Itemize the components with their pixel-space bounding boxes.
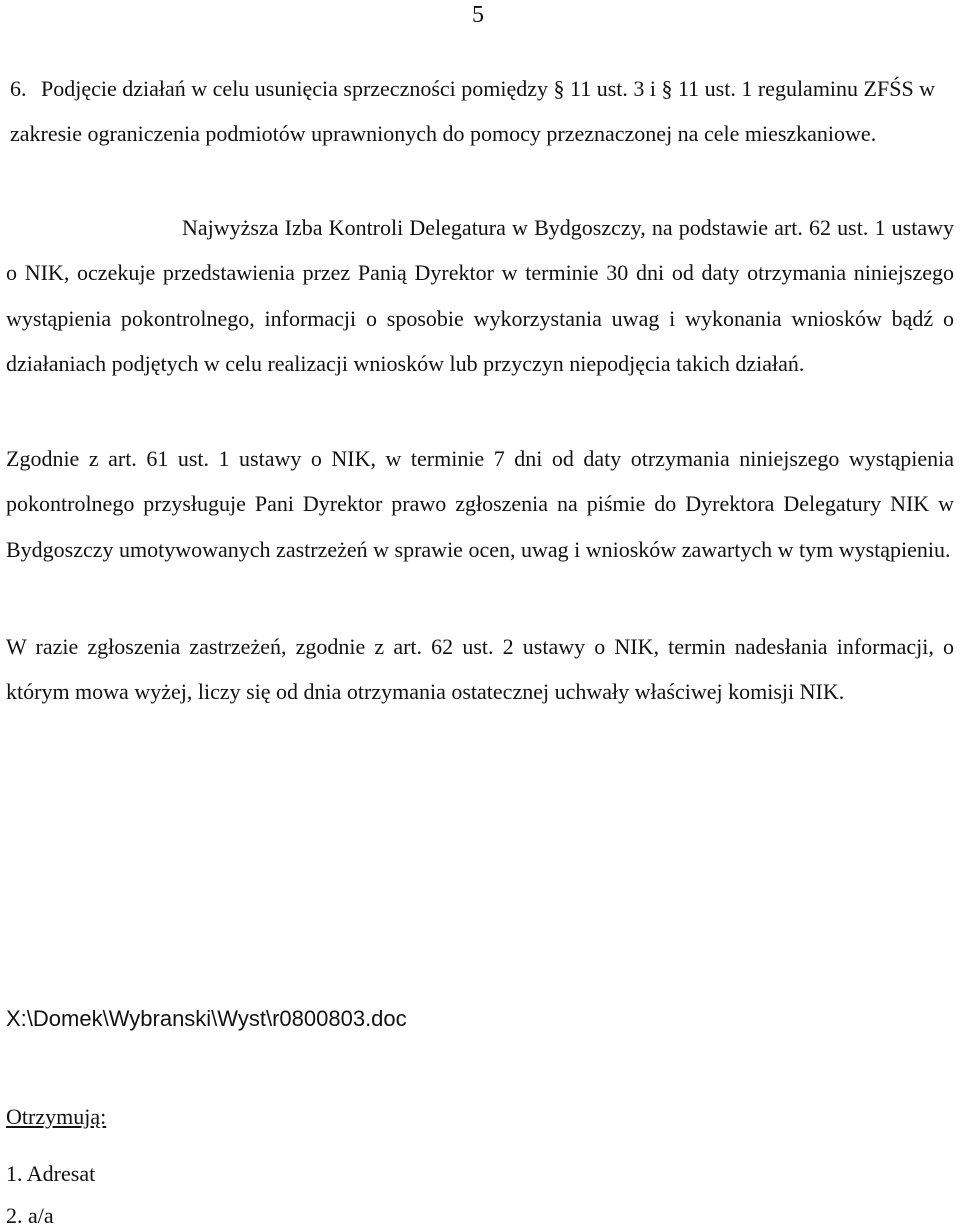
file-path: X:\Domek\Wybranski\Wyst\r0800803.doc xyxy=(6,1006,407,1031)
paragraph-objection-deadline: W razie zgłoszenia zastrzeżeń, zgodnie z art. 62 ust. 2 ustawy o NIK, termin nadesłania informacji, o którym mowa wyżej, liczy się od dnia otrzymania ostatecznej uchwały właściwej komisji NIK. xyxy=(6,634,954,705)
paragraph-objection-right: Zgodnie z art. 61 ust. 1 ustawy o NIK, w terminie 7 dni od daty otrzymania niniejszego wystąpienia pokontrolnego przysługuje Pani Dyrektor prawo zgłoszenia na piśmie do Dyrektora Delegatury NIK w Bydgoszczy umotywowanych zastrzeżeń w sprawie ocen, uwag i wniosków zawartych w tym wystąpieniu. xyxy=(6,446,954,562)
list-item-text: Podjęcie działań w celu usunięcia sprzeczności pomiędzy § 11 ust. 3 i § 11 ust. 1 regulaminu ZFŚS w zakresie ograniczenia podmiotów uprawnionych do pomocy przeznaczonej na cele mieszkaniowe. xyxy=(10,76,936,146)
paragraph-nik-expectation: Najwyższa Izba Kontroli Delegatura w Bydgoszczy, na podstawie art. 62 ust. 1 ustawy o NIK, oczekuje przedstawienia przez Panią Dyrektor w terminie 30 dni od daty otrzymania niniejszego wystąpienia pokontrolnego, informacji o sposobie wykorzystania uwag i wykonania wniosków bądź o działaniach podjętych w celu realizacji wniosków lub przyczyn niepodjęcia takich działań. xyxy=(6,215,954,376)
recipient-item: 1. Adresat xyxy=(6,1161,96,1186)
list-item-number: 6. xyxy=(10,76,27,101)
list-item-6 xyxy=(10,67,954,156)
recipients-heading: Otrzymują: xyxy=(6,1104,107,1129)
recipient-item: 2. a/a xyxy=(6,1203,54,1228)
page-number: 5 xyxy=(472,2,484,28)
